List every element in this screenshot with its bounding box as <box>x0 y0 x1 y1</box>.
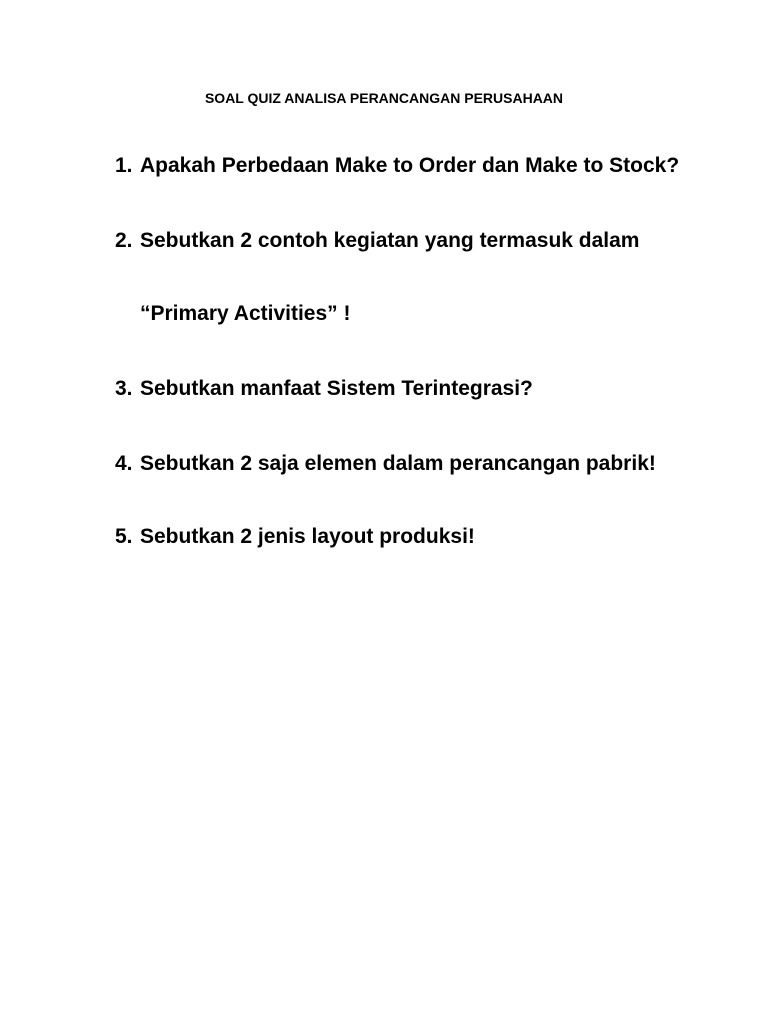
question-1 <box>115 152 679 180</box>
question-number: 2. <box>115 229 133 252</box>
question-text: Sebutkan 2 contoh kegiatan yang termasuk dalam <box>140 229 640 252</box>
question-number: 5. <box>115 525 133 548</box>
question-number: 4. <box>115 452 133 475</box>
question-text-continuation: “Primary Activities” ! <box>140 302 351 325</box>
question-2 <box>115 227 639 255</box>
question-4 <box>115 450 656 478</box>
question-3 <box>115 375 533 403</box>
question-text: Sebutkan 2 saja elemen dalam perancangan pabrik! <box>140 452 656 475</box>
question-5 <box>115 523 475 551</box>
page-title: SOAL QUIZ ANALISA PERANCANGAN PERUSAHAAN <box>204 90 564 106</box>
question-text: Sebutkan 2 jenis layout produksi! <box>140 525 475 548</box>
question-number: 1. <box>115 154 133 177</box>
question-text: Apakah Perbedaan Make to Order dan Make to Stock? <box>140 154 680 177</box>
question-text: Sebutkan manfaat Sistem Terintegrasi? <box>140 377 533 400</box>
question-number: 3. <box>115 377 133 400</box>
question-2-continuation <box>115 300 350 328</box>
